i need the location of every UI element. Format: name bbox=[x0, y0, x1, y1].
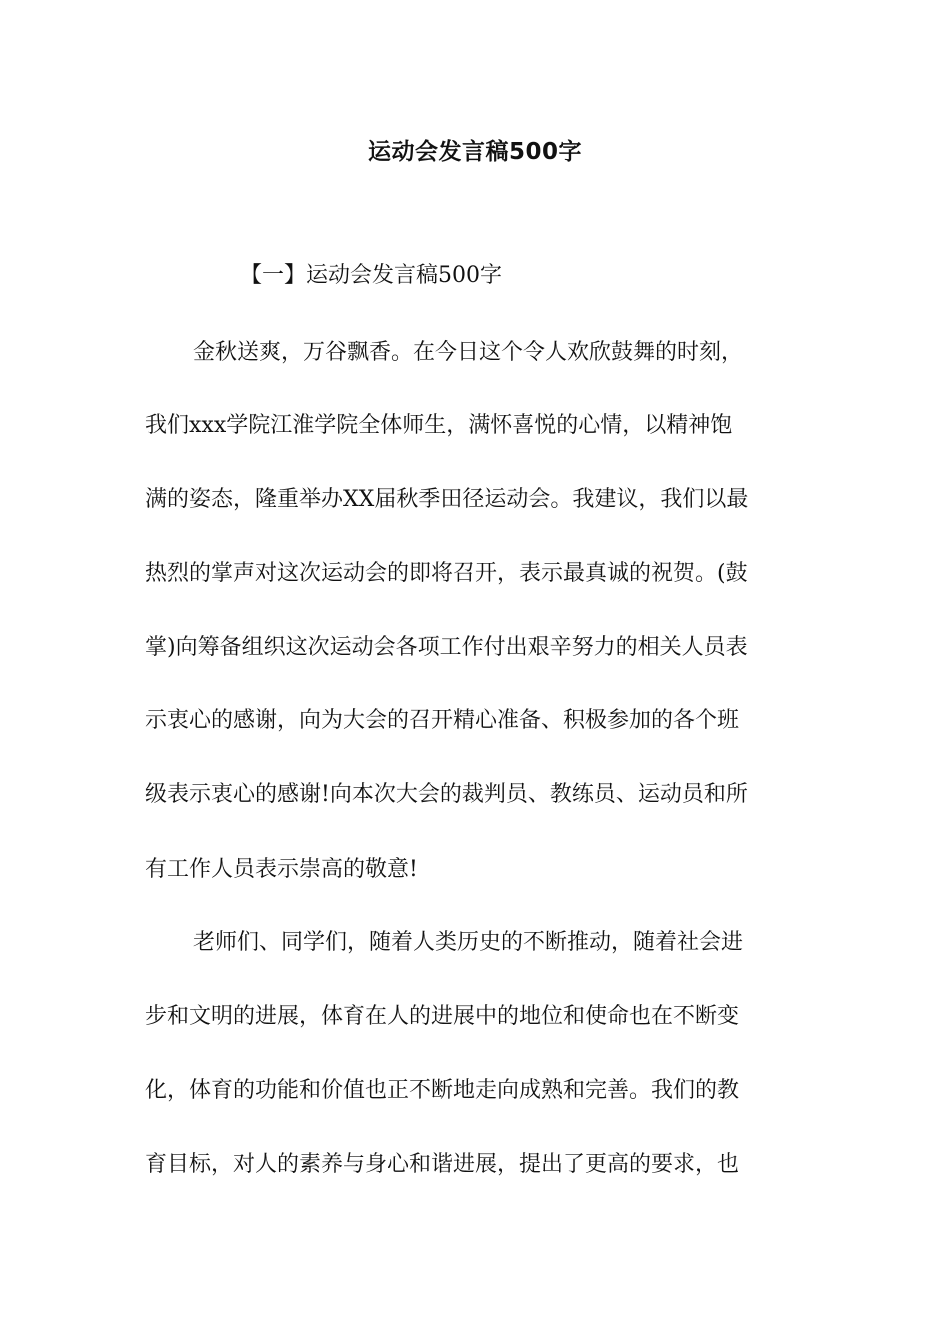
paragraph-line: 老师们、同学们，随着人类历史的不断推动，随着社会进 bbox=[193, 930, 744, 955]
paragraph-line: 我们xxx学院江淮学院全体师生，满怀喜悦的心情，以精神饱 bbox=[145, 413, 733, 438]
document-title: 运动会发言稿500字 bbox=[367, 139, 582, 165]
paragraph-line: 满的姿态，隆重举办XX届秋季田径运动会。我建议，我们以最 bbox=[145, 487, 749, 512]
paragraph-line: 级表示衷心的感谢!向本次大会的裁判员、教练员、运动员和所 bbox=[145, 782, 748, 807]
paragraph-line: 热烈的掌声对这次运动会的即将召开，表示最真诚的祝贺。(鼓 bbox=[145, 561, 748, 586]
section-heading: 【一】运动会发言稿500字 bbox=[240, 263, 502, 288]
paragraph-line: 步和文明的进展，体育在人的进展中的地位和使命也在不断变 bbox=[145, 1004, 740, 1029]
paragraph-line: 育目标，对人的素养与身心和谐进展，提出了更高的要求，也 bbox=[145, 1152, 740, 1177]
paragraph-line: 金秋送爽，万谷飘香。在今日这个令人欢欣鼓舞的时刻， bbox=[193, 340, 744, 365]
paragraph-line: 化，体育的功能和价值也正不断地走向成熟和完善。我们的教 bbox=[145, 1078, 740, 1103]
paragraph-line: 有工作人员表示崇高的敬意! bbox=[145, 857, 418, 882]
paragraph-line: 示衷心的感谢，向为大会的召开精心准备、积极参加的各个班 bbox=[145, 708, 740, 733]
paragraph-line: 掌)向筹备组织这次运动会各项工作付出艰辛努力的相关人员表 bbox=[145, 635, 748, 660]
